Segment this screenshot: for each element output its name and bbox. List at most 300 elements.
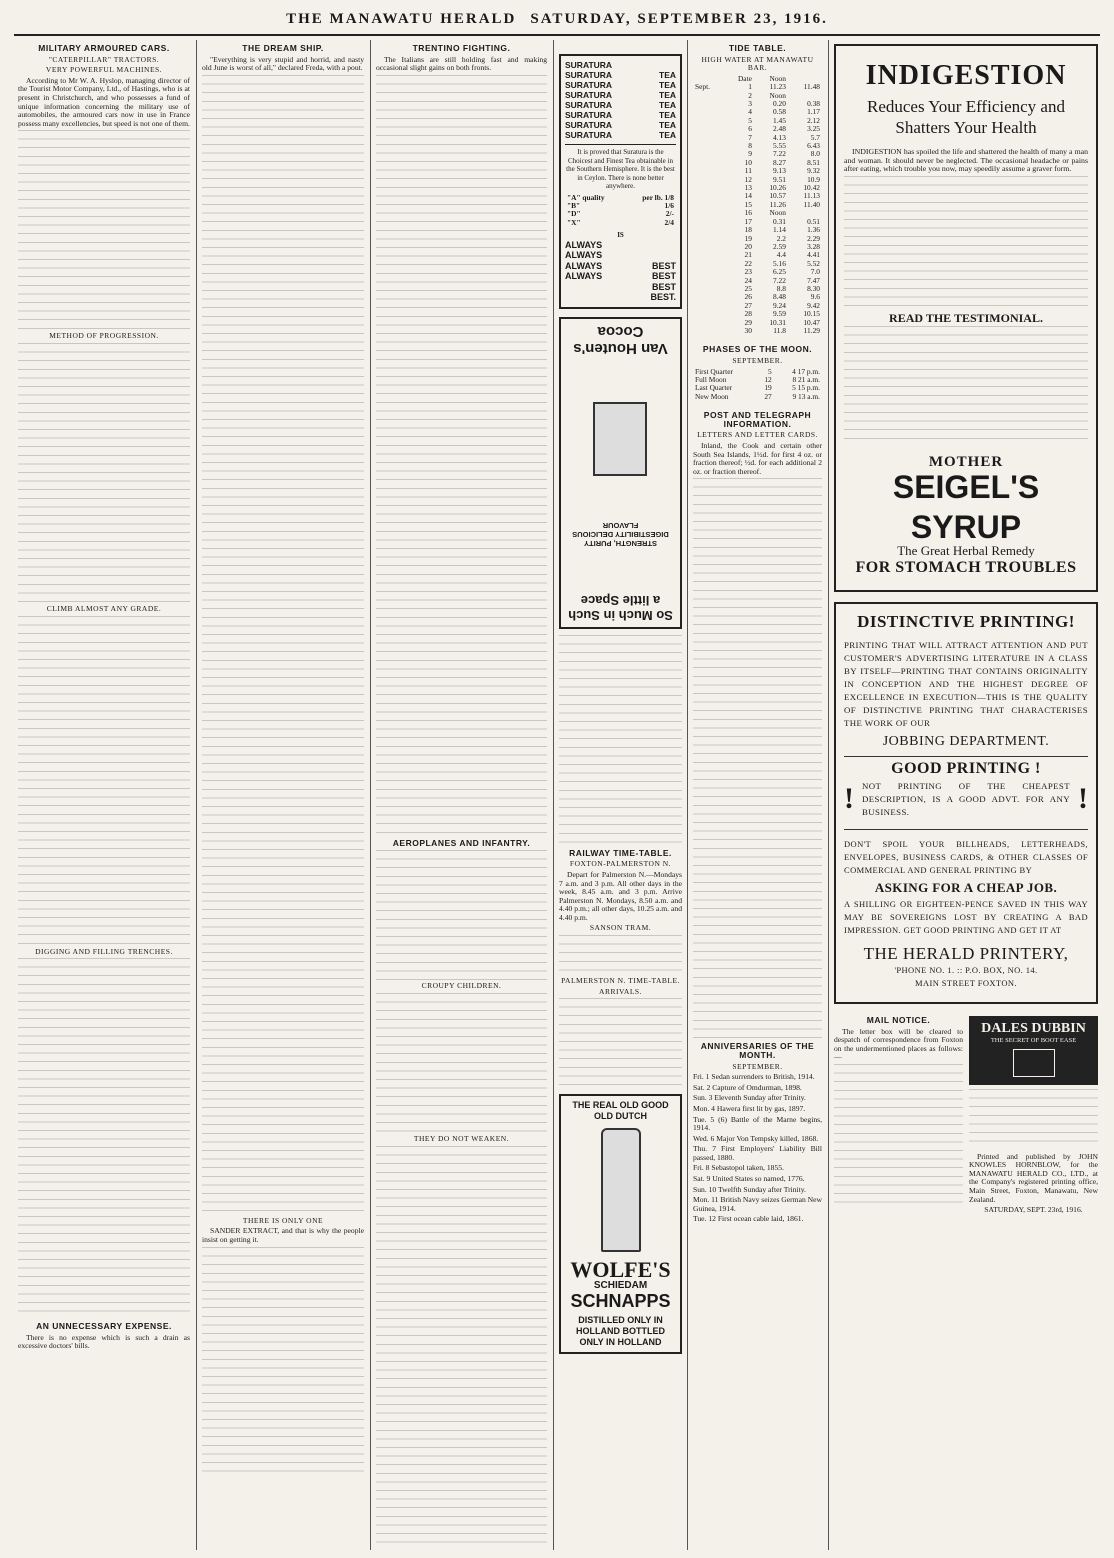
anniversary-item: Sun. 3 Eleventh Sunday after Trinity. bbox=[693, 1093, 806, 1103]
tide-time: 4.4 bbox=[776, 250, 786, 260]
anniversary-item: Fri. 1 Sedan surrenders to British, 1914. bbox=[693, 1072, 815, 1082]
section-heading: THEY DO NOT WEAKEN. bbox=[413, 1133, 510, 1143]
tide-day: 24 bbox=[744, 275, 752, 285]
tide-day: 7 bbox=[748, 132, 752, 142]
tide-day: 2 bbox=[748, 90, 752, 100]
tide-row bbox=[693, 150, 822, 158]
column-rule bbox=[370, 40, 371, 1550]
body-text-block bbox=[693, 478, 822, 1038]
suratura-list bbox=[565, 60, 612, 140]
tide-month bbox=[693, 201, 724, 209]
column-ads-railway bbox=[559, 40, 682, 1550]
article-subheading: "CATERPILLAR" TRACTORS. bbox=[48, 54, 160, 64]
tide-day: 11 bbox=[744, 166, 752, 176]
tide-day: 6 bbox=[748, 124, 752, 134]
van-houten-cocoa-ad bbox=[559, 317, 682, 629]
price-value: 2/4 bbox=[664, 217, 674, 227]
tide-subheading: HIGH WATER AT MANAWATU BAR. bbox=[701, 54, 814, 73]
post-heading: POST AND TELEGRAPH INFORMATION. bbox=[703, 410, 812, 429]
tea-word: TEA bbox=[659, 90, 676, 100]
post-subheading: LETTERS AND LETTER CARDS. bbox=[697, 430, 818, 440]
tide-time: 5.16 bbox=[773, 258, 786, 268]
anniversary-item: Tue. 12 First ocean cable laid, 1861. bbox=[693, 1214, 804, 1224]
bottle-image bbox=[601, 1128, 641, 1252]
imprint-text: Printed and published by JOHN KNOWLES HORNBLOW, for the MANAWATU HERALD CO., LTD., at the Company's registered printing office, Main Street, Foxton, Manawatu, New Zealand. bbox=[969, 1151, 1098, 1204]
tide-month bbox=[693, 268, 724, 276]
tide-heading: TIDE TABLE. bbox=[728, 43, 787, 53]
moon-phase: New Moon bbox=[695, 391, 729, 401]
tide-row bbox=[693, 92, 822, 100]
anniversary-item: Wed. 6 Major Von Tempsky killed, 1868. bbox=[693, 1133, 819, 1143]
tide-time: 8.8 bbox=[776, 283, 786, 293]
tide-time: 6.25 bbox=[773, 267, 786, 277]
gp-text: NOT PRINTING OF THE CHEAPEST DESCRIPTION, IS A GOOD ADVT. FOR ANY BUSINESS. bbox=[862, 780, 1070, 817]
tide-time: 8.30 bbox=[807, 283, 820, 293]
tide-time: 10.47 bbox=[803, 317, 820, 327]
spoil-text: DON'T SPOIL YOUR BILLHEADS, LETTERHEADS, ENVELOPES, BUSINESS CARDS, & OTHER CLASSES OF COMMERCIAL AND GENERAL PRINTING BY bbox=[844, 838, 1088, 875]
tide-month bbox=[693, 218, 724, 226]
tide-month bbox=[693, 159, 724, 167]
body-text-block bbox=[376, 1146, 547, 1546]
article-paragraph: There is no expense which is such a drain as excessive doctors' bills. bbox=[18, 1332, 190, 1351]
tide-month bbox=[693, 327, 724, 335]
tide-time: 10.42 bbox=[803, 183, 820, 193]
anniversaries-heading: ANNIVERSARIES OF THE MONTH. bbox=[700, 1041, 815, 1060]
best-list bbox=[650, 240, 676, 303]
moon-phase: Last Quarter bbox=[695, 383, 733, 393]
moon-day: 5 bbox=[768, 366, 772, 376]
tide-day: 22 bbox=[744, 258, 752, 268]
herald-printery: THE HERALD PRINTERY, bbox=[863, 943, 1069, 963]
tide-col-noon: Noon bbox=[769, 73, 786, 83]
tide-month bbox=[693, 226, 724, 234]
paper-name: THE MANAWATU HERALD bbox=[286, 10, 517, 27]
column-dream-ship bbox=[202, 40, 364, 1550]
indigestion-title: INDIGESTION bbox=[865, 60, 1067, 91]
always-word: ALWAYS bbox=[565, 271, 603, 282]
tide-time: 7.22 bbox=[773, 275, 786, 285]
tea-word: TEA bbox=[659, 80, 676, 90]
moon-time: 9 13 a.m. bbox=[792, 391, 820, 401]
tide-time: 9.59 bbox=[773, 309, 786, 319]
exclamation-icon: ! bbox=[1078, 782, 1088, 816]
tide-month bbox=[693, 285, 724, 293]
moon-time: 8 21 a.m. bbox=[792, 374, 820, 384]
tide-time: 4.41 bbox=[807, 250, 820, 260]
body-text-block bbox=[202, 1247, 364, 1477]
tide-row bbox=[693, 251, 822, 259]
gp-heading: GOOD PRINTING ! bbox=[891, 760, 1041, 778]
tide-day: 9 bbox=[748, 149, 752, 159]
tide-time: 11.23 bbox=[769, 82, 786, 92]
tide-day: 1 bbox=[748, 82, 752, 92]
tide-day: 29 bbox=[744, 317, 752, 327]
tide-row bbox=[693, 125, 822, 133]
tide-day: 12 bbox=[744, 174, 752, 184]
tide-month bbox=[693, 243, 724, 251]
tide-row bbox=[693, 192, 822, 200]
tea-word: TEA bbox=[659, 70, 676, 80]
column-rule bbox=[687, 40, 688, 1550]
mother-word: MOTHER bbox=[928, 454, 1004, 471]
anniversaries-list bbox=[693, 1073, 822, 1224]
tea-word: TEA bbox=[659, 130, 676, 140]
anniversary-item: Sat. 2 Capture of Omdurman, 1898. bbox=[693, 1082, 802, 1092]
tide-time: 11.48 bbox=[803, 82, 820, 92]
body-text-block bbox=[376, 75, 547, 835]
column-military-cars bbox=[18, 40, 190, 1550]
price-value: per lb. 1/8 bbox=[642, 192, 674, 202]
always-word: ALWAYS bbox=[565, 260, 603, 271]
tea-word: TEA bbox=[659, 100, 676, 110]
cocoa-slogan: So Much in Such a little Space bbox=[568, 592, 673, 623]
tide-day: 28 bbox=[744, 309, 752, 319]
tide-time: 10.31 bbox=[769, 317, 786, 327]
testimonial-block bbox=[844, 326, 1088, 446]
tide-time: 2.59 bbox=[773, 241, 786, 251]
article-subheading: VERY POWERFUL MACHINES. bbox=[45, 65, 163, 75]
body-text-block bbox=[376, 993, 547, 1133]
tide-time: 10.57 bbox=[769, 191, 786, 201]
tide-day: 8 bbox=[748, 141, 752, 151]
street-line: MAIN STREET FOXTON. bbox=[915, 977, 1017, 988]
moon-month: SEPTEMBER. bbox=[732, 355, 783, 365]
tide-row bbox=[693, 277, 822, 285]
anniversary-item: Mon. 11 British Navy seizes German New Guinea, 1914. bbox=[693, 1195, 822, 1213]
palmerston-heading: PALMERSTON N. TIME-TABLE. bbox=[561, 976, 680, 986]
anniversary-item: Tue. 5 (6) Battle of the Marne begins, 1914. bbox=[693, 1114, 822, 1133]
railway-text: Depart for Palmerston N.—Mondays 7 a.m. and 3 p.m. All other days in the week, 8.45 a.m. and 3 p.m. Arrive Palmerston N. Mondays, 8.50 a.m. and 4.40 p.m.; all other days, 10.25 a.m. and 4.40 p.m. bbox=[559, 869, 682, 922]
anniversary-item: Fri. 8 Sebastopol taken, 1855. bbox=[693, 1163, 784, 1173]
jobbing-line: JOBBING DEPARTMENT. bbox=[882, 733, 1050, 749]
price-value: 1/6 bbox=[664, 200, 674, 210]
railway-subheading: FOXTON-PALMERSTON N. bbox=[569, 859, 672, 869]
tide-month bbox=[693, 92, 724, 100]
moon-phase: First Quarter bbox=[695, 366, 733, 376]
tide-time: 9.32 bbox=[807, 166, 820, 176]
moon-time: 4 17 p.m. bbox=[792, 366, 820, 376]
tide-row bbox=[693, 285, 822, 293]
price-value: 2/- bbox=[665, 209, 674, 219]
dales-slogan: THE SECRET OF BOOT EASE bbox=[990, 1036, 1077, 1044]
article-paragraph: "Everything is very stupid and horrid, and nasty old June is worst of all," declared Freda, with a pout. bbox=[202, 54, 364, 73]
tide-day: 17 bbox=[744, 216, 752, 226]
tide-month bbox=[693, 319, 724, 327]
tide-time: 8.51 bbox=[807, 157, 820, 167]
price-quality: "B" bbox=[567, 200, 581, 210]
herbal-line: The Great Herbal Remedy bbox=[897, 542, 1035, 558]
tide-month bbox=[693, 134, 724, 142]
tide-row bbox=[693, 108, 822, 116]
tide-day: 18 bbox=[744, 225, 752, 235]
section-heading: AEROPLANES AND INFANTRY. bbox=[392, 837, 531, 848]
tide-row bbox=[693, 209, 822, 217]
moon-table bbox=[693, 368, 822, 402]
brand-line: SURATURA bbox=[565, 80, 613, 90]
tide-time: 9.24 bbox=[773, 300, 786, 310]
tide-time: 4.13 bbox=[773, 132, 786, 142]
asking-line: ASKING FOR A CHEAP JOB. bbox=[874, 879, 1058, 895]
always-list bbox=[565, 240, 602, 303]
tide-time: 0.58 bbox=[773, 107, 786, 117]
moon-row bbox=[693, 393, 822, 401]
tide-time: 11.29 bbox=[803, 325, 820, 335]
tide-row bbox=[693, 159, 822, 167]
tide-row bbox=[693, 184, 822, 192]
price-row bbox=[565, 210, 676, 218]
testimonial-heading: READ THE TESTIMONIAL. bbox=[889, 310, 1043, 325]
tide-col-date: Date bbox=[737, 73, 752, 83]
tide-day: 14 bbox=[744, 191, 752, 201]
moon-day: 19 bbox=[764, 383, 772, 393]
tide-day: 4 bbox=[748, 107, 752, 117]
tide-month bbox=[693, 125, 724, 133]
tide-time: 0.31 bbox=[773, 216, 786, 226]
timetable-block bbox=[559, 998, 682, 1088]
article-paragraph: SANDER EXTRACT, and that is why the people insist on getting it. bbox=[202, 1226, 364, 1244]
dp-text: PRINTING THAT WILL ATTRACT ATTENTION AND PUT CUSTOMER'S ADVERTISING LITERATURE IN A CLASS BY ITSELF—PRINTING THAT CONTAINS ORIGINALITY IN CONCEPTION AND THE HIGHEST DEGREE OF EXCELLENCE IN EXECUTION—THIS IS THE QUALITY OF DISTINCTIVE PRINTING THAT CHARACTERISES THE WORK OF OUR bbox=[844, 639, 1088, 728]
tide-time: 9.42 bbox=[807, 300, 820, 310]
section-heading: METHOD OF PROGRESSION. bbox=[49, 331, 159, 341]
tide-month bbox=[693, 108, 724, 116]
tide-month bbox=[693, 167, 724, 175]
tide-time: 0.20 bbox=[773, 99, 786, 108]
tide-time: 5.7 bbox=[810, 132, 820, 142]
tide-time: 5.52 bbox=[807, 258, 820, 268]
tide-row bbox=[693, 134, 822, 142]
tide-time: 8.0 bbox=[810, 149, 820, 159]
saved-text: A SHILLING OR EIGHTEEN-PENCE SAVED IN THIS WAY MAY BE SOVEREIGNS LOST BY CREATING A BAD IMPRESSION. GET GOOD PRINTING AND GET IT AT bbox=[844, 898, 1088, 935]
always-word: ALWAYS bbox=[565, 250, 603, 261]
brand-line: SURATURA bbox=[565, 110, 613, 120]
dales-dubbin-column bbox=[969, 1012, 1098, 1215]
tide-month bbox=[693, 150, 724, 158]
moon-heading: PHASES OF THE MOON. bbox=[702, 344, 813, 355]
price-quality: "X" bbox=[567, 217, 581, 227]
tide-month bbox=[693, 192, 724, 200]
best-word: BEST bbox=[651, 260, 676, 271]
tide-row bbox=[693, 268, 822, 276]
column-advertisements bbox=[834, 40, 1098, 1550]
tide-day: 27 bbox=[744, 300, 752, 310]
body-text-block bbox=[376, 850, 547, 980]
tide-time: 9.51 bbox=[773, 174, 786, 184]
brand-line: SURATURA bbox=[565, 90, 613, 100]
tide-time: 11.26 bbox=[769, 199, 786, 209]
tide-row bbox=[693, 201, 822, 209]
tide-time: 11.8 bbox=[773, 325, 786, 335]
stomach-line: FOR STOMACH TROUBLES bbox=[855, 558, 1077, 576]
body-text-block bbox=[18, 616, 190, 946]
wolfes-schnapps-ad bbox=[559, 1094, 682, 1354]
moon-time: 5 15 p.m. bbox=[792, 383, 820, 393]
imprint-date: SATURDAY, SEPT. 23rd, 1916. bbox=[984, 1205, 1083, 1215]
tide-time: 10.26 bbox=[769, 183, 786, 193]
tide-row bbox=[693, 83, 822, 91]
tide-month bbox=[693, 235, 724, 243]
tide-row bbox=[693, 142, 822, 150]
tide-time: 2.12 bbox=[807, 115, 820, 125]
tide-row bbox=[693, 293, 822, 301]
tide-time: 11.40 bbox=[803, 199, 820, 209]
body-text-block bbox=[969, 1089, 1098, 1149]
indigestion-ad bbox=[834, 44, 1098, 592]
tide-month bbox=[693, 293, 724, 301]
tide-time: Noon bbox=[769, 208, 786, 218]
tide-table bbox=[693, 75, 822, 336]
tide-row bbox=[693, 100, 822, 108]
tide-day: 23 bbox=[744, 267, 752, 277]
tide-day: 15 bbox=[744, 199, 752, 209]
tide-row bbox=[693, 226, 822, 234]
column-rule bbox=[196, 40, 197, 1550]
tide-time: 0.51 bbox=[807, 216, 820, 226]
brand-line: SURATURA bbox=[565, 100, 613, 110]
tide-time: 7.0 bbox=[810, 267, 820, 277]
price-row bbox=[565, 194, 676, 202]
tide-time: 5.55 bbox=[773, 141, 786, 151]
exclamation-icon: ! bbox=[844, 782, 854, 816]
body-text-block bbox=[18, 130, 190, 330]
brand-line: SURATURA bbox=[565, 120, 613, 130]
price-row bbox=[565, 202, 676, 210]
tide-time: Noon bbox=[769, 90, 786, 100]
tide-day: 21 bbox=[744, 250, 752, 260]
tea-word: TEA bbox=[659, 110, 676, 120]
moon-day: 12 bbox=[764, 374, 772, 384]
article-paragraph: The Italians are still holding fast and making occasional slight gains on both fronts. bbox=[376, 54, 547, 73]
price-quality: "A" quality bbox=[567, 192, 605, 202]
tide-time: 10.9 bbox=[807, 174, 820, 184]
anniversary-item: Mon. 4 Hawera first lit by gas, 1897. bbox=[693, 1103, 806, 1113]
tide-time: 9.13 bbox=[773, 166, 786, 176]
tide-time: 3.25 bbox=[807, 124, 820, 134]
tide-header-row bbox=[693, 75, 822, 83]
tide-time: 2.48 bbox=[773, 124, 786, 134]
tide-time: 7.22 bbox=[773, 149, 786, 159]
tide-time: 6.43 bbox=[807, 141, 820, 151]
tide-row bbox=[693, 327, 822, 335]
column-rule bbox=[828, 40, 829, 1550]
section-heading: CLIMB ALMOST ANY GRADE. bbox=[46, 603, 162, 613]
body-text-block bbox=[559, 635, 682, 845]
mail-heading: MAIL NOTICE. bbox=[866, 1014, 931, 1025]
arrivals-heading: ARRIVALS. bbox=[599, 986, 642, 996]
tide-month: Sept. bbox=[695, 82, 710, 92]
schnapps-word: SCHNAPPS bbox=[570, 1290, 671, 1311]
tide-day: 30 bbox=[744, 325, 752, 335]
tea-word: TEA bbox=[659, 120, 676, 130]
tide-time: 7.47 bbox=[807, 275, 820, 285]
issue-date: SATURDAY, SEPTEMBER 23, 1916. bbox=[530, 10, 828, 27]
tide-row bbox=[693, 218, 822, 226]
article-heading: MILITARY ARMOURED CARS. bbox=[38, 43, 170, 53]
tide-time: 8.48 bbox=[773, 292, 786, 302]
phone-line: 'PHONE NO. 1. :: P.O. BOX, NO. 14. bbox=[894, 964, 1038, 975]
tide-time: 1.14 bbox=[773, 225, 786, 235]
tide-time: 3.28 bbox=[807, 241, 820, 251]
tide-month bbox=[693, 260, 724, 268]
tide-day: 19 bbox=[744, 233, 752, 243]
dales-brand: DALES DUBBIN bbox=[981, 1020, 1086, 1036]
tide-time: 8.27 bbox=[773, 157, 786, 167]
anniversary-item: Thu. 7 First Employers' Liability Bill passed, 1880. bbox=[693, 1144, 822, 1162]
best-word: BEST bbox=[651, 281, 676, 292]
tide-month bbox=[693, 277, 724, 285]
post-paragraph: Inland, the Cook and certain other South Sea Islands, 1½d. for first 4 oz. or fraction thereof; ½d. for each additional 2 oz. or fraction thereof. bbox=[693, 440, 822, 476]
anniversaries-month: SEPTEMBER. bbox=[732, 1061, 783, 1071]
article-paragraph: According to Mr W. A. Hyslop, managing director of the Tourist Motor Company, Ltd., of Hastings, who is at present in Christchurch, and who possesses a fund of unique information concerning the military use of automobiles, the armoured cars now in use in France possess many excellencies, but speed is not one of them. bbox=[18, 75, 190, 128]
masthead bbox=[14, 4, 1100, 36]
price-quality: "D" bbox=[567, 209, 581, 219]
tide-time: 1.36 bbox=[807, 225, 820, 235]
tide-time: 1.17 bbox=[807, 107, 820, 117]
price-row bbox=[565, 219, 676, 227]
tide-time: 10.15 bbox=[803, 309, 820, 319]
tide-day: 16 bbox=[744, 208, 752, 218]
suratura-tea-ad bbox=[559, 54, 682, 309]
tide-time: 11.13 bbox=[803, 191, 820, 201]
article-heading: THE DREAM SHIP. bbox=[242, 43, 324, 53]
tide-month bbox=[693, 142, 724, 150]
cocoa-brand: Van Houten's Cocoa bbox=[573, 322, 668, 357]
tide-time: 2.2 bbox=[776, 233, 786, 243]
tide-time: 9.6 bbox=[810, 292, 820, 302]
wolfes-brand: WOLFE'S bbox=[570, 1257, 671, 1283]
tide-day: 13 bbox=[744, 183, 752, 193]
tide-month bbox=[693, 251, 724, 259]
dutch-footer: DISTILLED ONLY IN HOLLAND BOTTLED ONLY IN HOLLAND bbox=[576, 1314, 665, 1347]
schiedam-word: SCHIEDAM bbox=[593, 1280, 648, 1292]
anniversary-item: Sun. 10 Twelfth Sunday after Trinity. bbox=[693, 1184, 806, 1194]
sanson-heading: SANSON TRAM. bbox=[589, 923, 652, 933]
tide-time: 0.38 bbox=[807, 99, 820, 108]
brand-line: SURATURA bbox=[565, 70, 613, 80]
tide-row bbox=[693, 117, 822, 125]
tide-day: 25 bbox=[744, 283, 752, 293]
price-list bbox=[565, 194, 676, 228]
body-text-block bbox=[559, 935, 682, 975]
indigestion-subtitle: Reduces Your Efficiency and Shatters Your Health bbox=[867, 97, 1065, 137]
section-heading: DIGGING AND FILLING TRENCHES. bbox=[35, 946, 173, 956]
tide-row bbox=[693, 319, 822, 327]
body-text-block bbox=[834, 1064, 963, 1204]
brand-line: SURATURA bbox=[565, 60, 613, 70]
tide-time: 2.29 bbox=[807, 233, 820, 243]
column-information bbox=[693, 40, 822, 1550]
tide-month bbox=[693, 184, 724, 192]
tide-month bbox=[693, 176, 724, 184]
dp-heading: DISTINCTIVE PRINTING! bbox=[857, 612, 1075, 632]
tea-list bbox=[659, 60, 676, 140]
tide-day: 3 bbox=[748, 99, 752, 108]
mail-notice bbox=[834, 1012, 963, 1215]
railway-heading: RAILWAY TIME-TABLE. bbox=[569, 847, 672, 858]
always-word: ALWAYS bbox=[565, 239, 603, 250]
section-heading: CROUPY CHILDREN. bbox=[421, 981, 502, 991]
tide-row bbox=[693, 235, 822, 243]
indigestion-text: INDIGESTION has spoiled the life and shattered the health of many a man and woman. It should never be neglected. The occasional headache or pains after eating, which trouble you now, may speedily assume a graver form. bbox=[844, 147, 1088, 174]
column-rule bbox=[553, 40, 554, 1550]
tide-row bbox=[693, 260, 822, 268]
dutch-header: THE REAL OLD GOOD OLD DUTCH bbox=[572, 1100, 669, 1122]
is-word: IS bbox=[617, 231, 624, 240]
body-text-block bbox=[18, 343, 190, 603]
mail-text: The letter box will be cleared to despatch of correspondence from Foxton on the undermentioned places as follows:— bbox=[834, 1026, 963, 1062]
distinctive-printing-ad bbox=[834, 602, 1098, 1004]
tide-month bbox=[693, 302, 724, 310]
best-word: BEST bbox=[651, 271, 676, 282]
